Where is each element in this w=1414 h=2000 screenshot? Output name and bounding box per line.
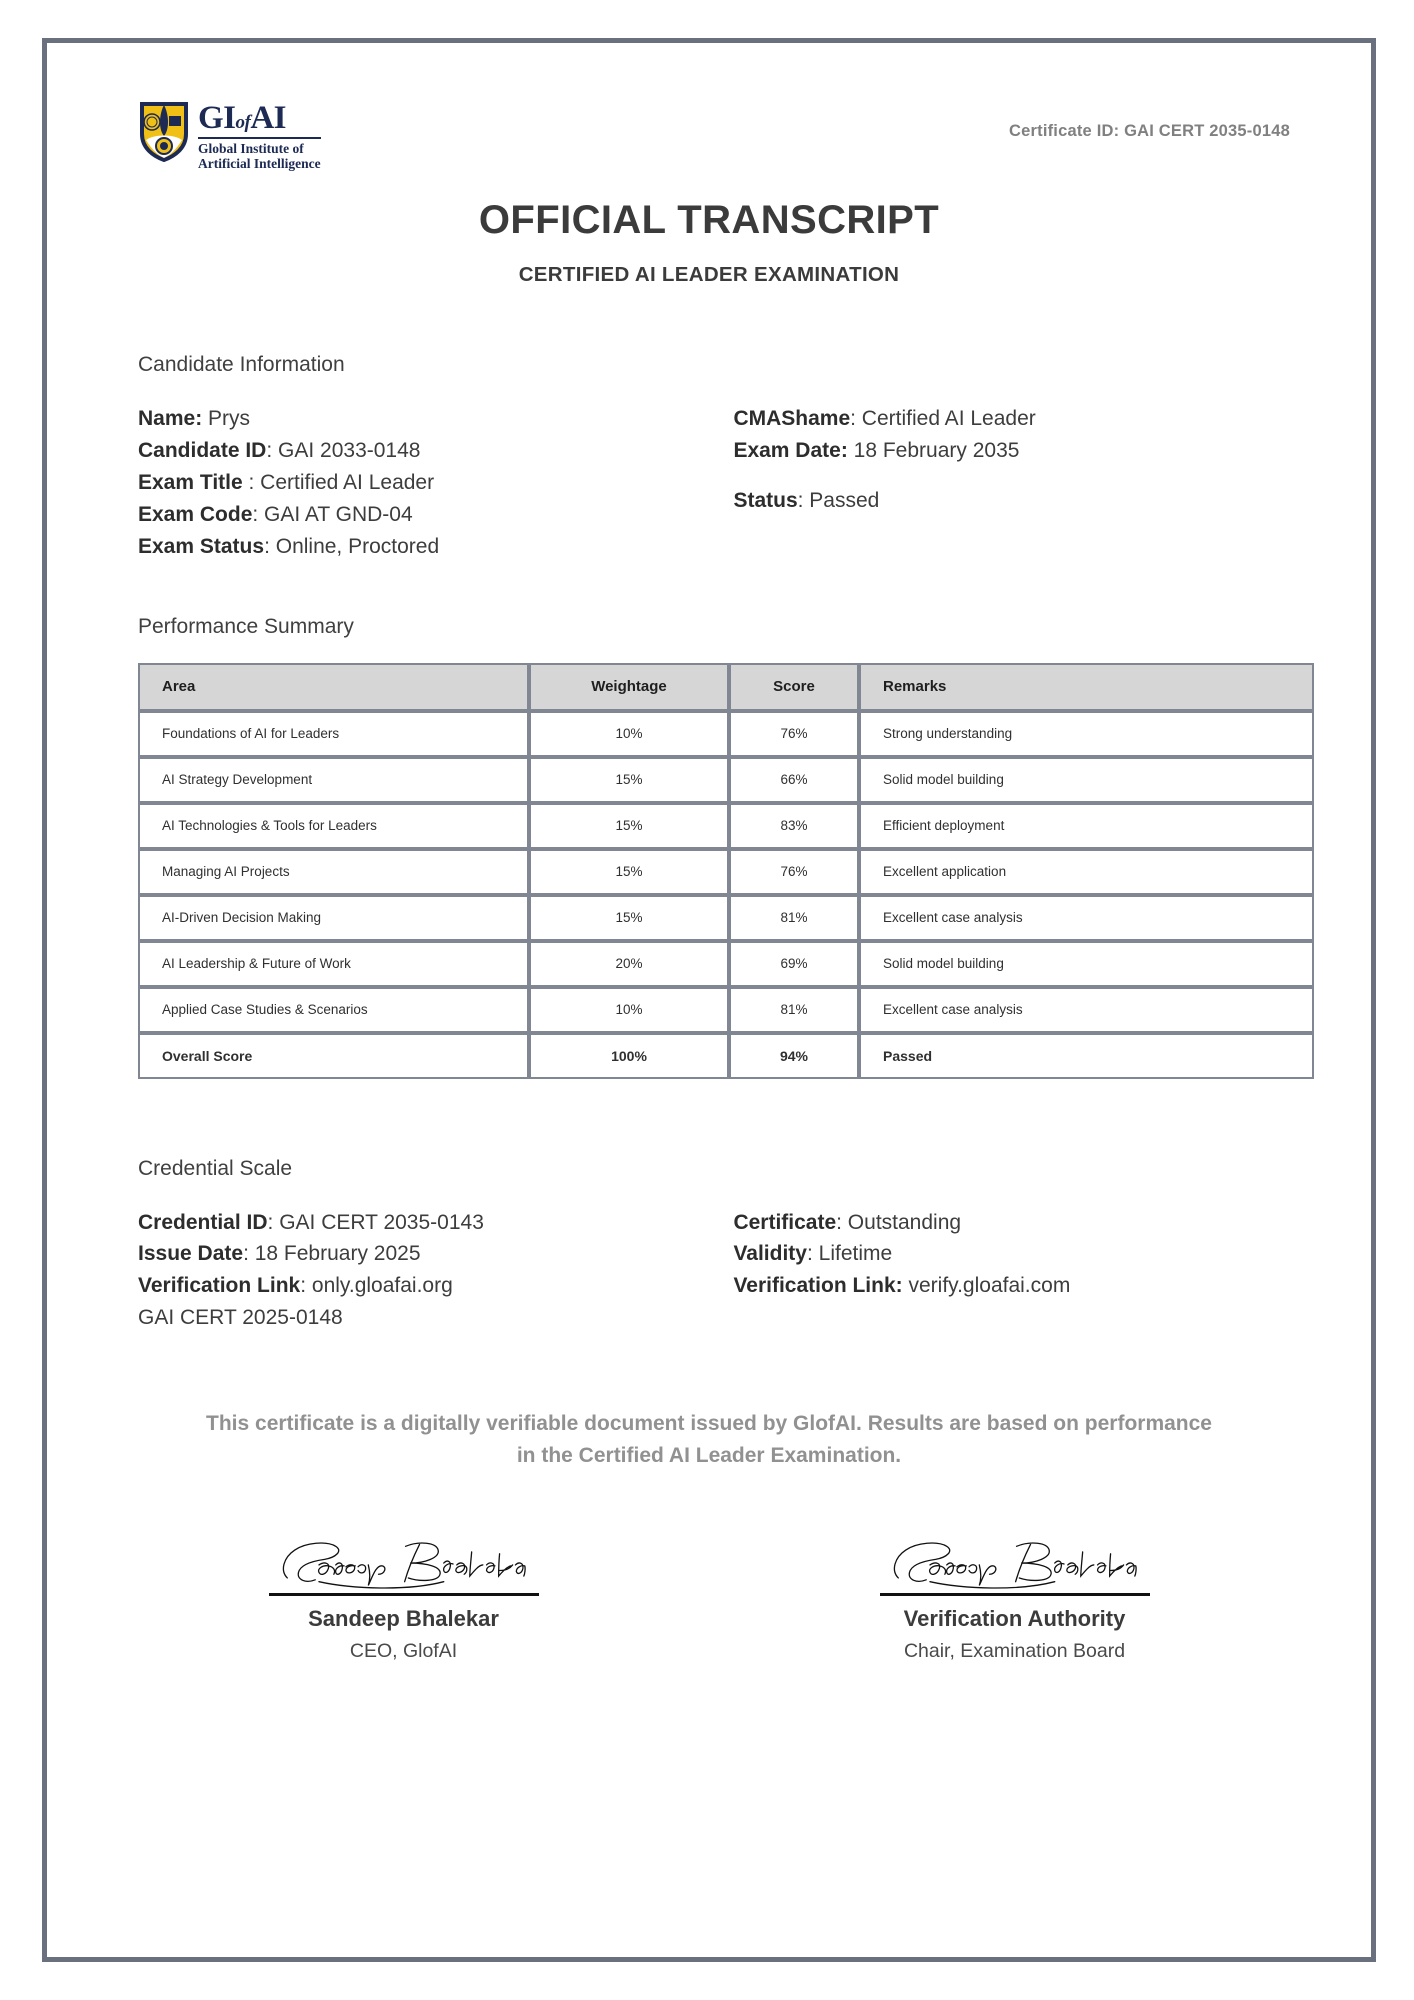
column-header-remarks: Remarks	[859, 663, 1314, 711]
handwritten-signature-icon	[278, 1537, 529, 1591]
field-exam-code: Exam Code: GAI AT GND-04	[138, 502, 413, 526]
institute-logo	[138, 100, 321, 171]
cell-area: Managing AI Projects	[138, 849, 529, 895]
cell-area: AI-Driven Decision Making	[138, 895, 529, 941]
field-credential-extra: GAI CERT 2025-0148	[138, 1306, 343, 1330]
page-subtitle: CERTIFIED AI LEADER EXAMINATION	[518, 263, 900, 286]
signatory-name: Verification Authority	[903, 1606, 1126, 1632]
cell-weightage: 10%	[529, 987, 729, 1033]
cell-score: 66%	[729, 757, 859, 803]
cell-score: 83%	[729, 803, 859, 849]
logo-of: of	[235, 112, 251, 133]
cell-score: 81%	[729, 987, 859, 1033]
table-row	[138, 849, 1314, 895]
cell-remarks: Solid model building	[859, 941, 1314, 987]
page-content	[42, 38, 1376, 1962]
logo-subtitle-line1: Global Institute of	[198, 141, 304, 156]
cell-area: AI Leadership & Future of Work	[138, 941, 529, 987]
field-credential-id: Credential ID: GAI CERT 2035-0143	[138, 1210, 484, 1234]
signatory-name: Sandeep Bhalekar	[308, 1606, 499, 1632]
cell-remarks: Excellent case analysis	[859, 895, 1314, 941]
field-exam-title: Exam Title : Certified AI Leader	[138, 470, 435, 494]
cell-area: Foundations of AI for Leaders	[138, 711, 529, 757]
page-title: OFFICIAL TRANSCRIPT	[478, 198, 940, 242]
footer-disclaimer: This certificate is a digitally verifiable document issued by GlofAI. Results are based on performance in the Certified AI Leader Examination.	[206, 1412, 1212, 1467]
signatory-role: Chair, Examination Board	[903, 1640, 1126, 1663]
cell-weightage: 10%	[529, 711, 729, 757]
field-name: Name: Prys	[138, 407, 251, 430]
field-exam-date: Exam Date: 18 February 2035	[733, 438, 1020, 462]
logo-gi: GI	[198, 100, 236, 136]
logo-ai: AI	[250, 100, 287, 136]
field-cma-shame: CMAShame: Certified AI Leader	[733, 407, 1036, 430]
field-candidate-id: Candidate ID: GAI 2033-0148	[138, 438, 421, 462]
cell-weightage: 15%	[529, 757, 729, 803]
signature-block-verification-authority	[815, 1537, 1215, 1663]
table-row-overall-score	[138, 1033, 1314, 1079]
credential-left-column	[98, 1207, 733, 1335]
logo-wordmark	[198, 102, 321, 135]
field-verification-link-left[interactable]: Verification Link: only.gloafai.org	[138, 1274, 453, 1298]
credential-right-column	[733, 1207, 1320, 1335]
credential-scale-columns	[98, 1207, 1320, 1335]
cell-remarks: Passed	[859, 1033, 1314, 1079]
credential-scale-heading: Credential Scale	[138, 1156, 293, 1180]
crest-shield-icon	[138, 100, 190, 162]
cell-weightage: 15%	[529, 803, 729, 849]
table-row	[138, 987, 1314, 1033]
candidate-info-right-column	[733, 403, 1320, 563]
candidate-info-left-column	[98, 403, 733, 563]
cell-area: Applied Case Studies & Scenarios	[138, 987, 529, 1033]
signature-line	[880, 1593, 1150, 1596]
handwritten-signature-icon	[889, 1537, 1140, 1591]
field-verification-link-right[interactable]: Verification Link: verify.gloafai.com	[733, 1274, 1071, 1298]
field-status: Status: Passed	[733, 488, 880, 512]
cell-weightage: 15%	[529, 849, 729, 895]
candidate-information-columns	[98, 403, 1320, 563]
column-header-weightage: Weightage	[529, 663, 729, 711]
cell-remarks: Excellent case analysis	[859, 987, 1314, 1033]
signature-area	[98, 1537, 1320, 1663]
cell-remarks: Excellent application	[859, 849, 1314, 895]
signatory-role: CEO, GlofAI	[349, 1640, 458, 1663]
cell-score: 76%	[729, 849, 859, 895]
field-issue-date: Issue Date: 18 February 2025	[138, 1242, 421, 1266]
signature-line	[269, 1593, 539, 1596]
document-header	[98, 78, 1320, 170]
cell-score: 76%	[729, 711, 859, 757]
field-certificate-grade: Certificate: Outstanding	[733, 1210, 962, 1234]
signature-block-ceo	[204, 1537, 604, 1663]
performance-summary-table	[138, 663, 1314, 1079]
cell-remarks: Strong understanding	[859, 711, 1314, 757]
table-row	[138, 895, 1314, 941]
cell-area: AI Strategy Development	[138, 757, 529, 803]
certificate-id: Certificate ID: GAI CERT 2035-0148	[1009, 122, 1290, 140]
field-exam-status: Exam Status: Online, Proctored	[138, 534, 440, 558]
cell-remarks: Efficient deployment	[859, 803, 1314, 849]
candidate-information-heading: Candidate Information	[138, 353, 345, 376]
table-header-row	[138, 663, 1314, 711]
cell-score: 69%	[729, 941, 859, 987]
performance-summary-table-wrapper	[138, 663, 1314, 1079]
field-gap	[733, 467, 1320, 485]
table-row	[138, 941, 1314, 987]
column-header-score: Score	[729, 663, 859, 711]
cell-weightage: 20%	[529, 941, 729, 987]
logo-divider	[198, 137, 321, 139]
column-header-area: Area	[138, 663, 529, 711]
field-validity: Validity: Lifetime	[733, 1242, 893, 1266]
cell-weightage: 15%	[529, 895, 729, 941]
cell-weightage: 100%	[529, 1033, 729, 1079]
logo-subtitle-line2: Artificial Intelligence	[198, 156, 321, 172]
table-row	[138, 711, 1314, 757]
cell-score: 94%	[729, 1033, 859, 1079]
table-row	[138, 803, 1314, 849]
cell-area: AI Technologies & Tools for Leaders	[138, 803, 529, 849]
cell-area: Overall Score	[138, 1033, 529, 1079]
cell-score: 81%	[729, 895, 859, 941]
performance-summary-heading: Performance Summary	[138, 614, 354, 638]
cell-remarks: Solid model building	[859, 757, 1314, 803]
table-row	[138, 757, 1314, 803]
